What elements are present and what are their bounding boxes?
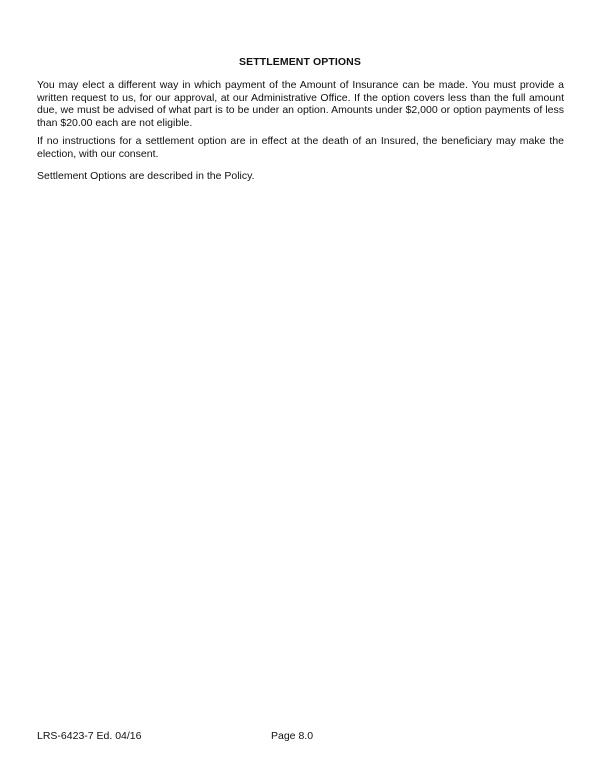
- paragraph-settlement-election: You may elect a different way in which payment of the Amount of Insurance can be made. You must provide a written request to us, for our approval, at our Administrative Office. If the option covers less than the full amount due, we must be advised of what part is to be under an option. Amounts under $2,000 or option payments of less than $20.00 each are not eligible.: [37, 79, 564, 129]
- page-number: Page 8.0: [271, 730, 314, 742]
- form-number: LRS-6423-7 Ed. 04/16: [37, 730, 142, 742]
- paragraph-beneficiary-election: If no instructions for a settlement option are in effect at the death of an Insured, the beneficiary may make the election, with our consent.: [37, 135, 564, 160]
- paragraph-policy-reference: Settlement Options are described in the Policy.: [37, 170, 255, 182]
- section-title: SETTLEMENT OPTIONS: [239, 56, 361, 68]
